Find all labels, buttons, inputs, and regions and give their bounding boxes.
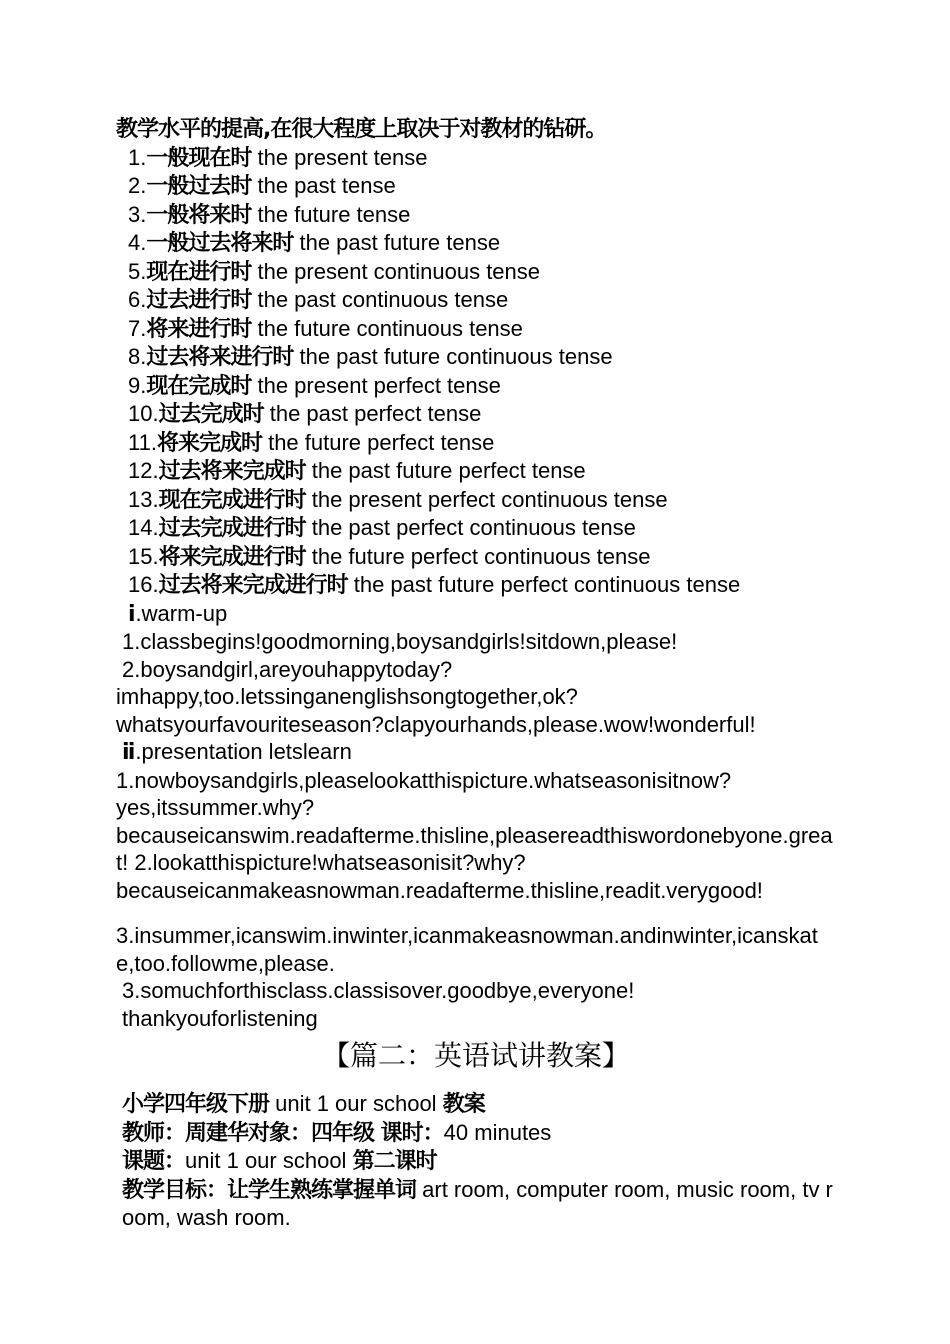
tense-item xyxy=(116,201,836,230)
tense-english: the past future perfect continuous tense xyxy=(347,572,741,597)
tense-item xyxy=(116,286,836,315)
plan-topic-label: 课题： xyxy=(122,1149,186,1174)
tense-chinese: 过去将来完成时 xyxy=(158,459,306,484)
tense-item xyxy=(116,172,836,201)
tense-chinese: 将来进行时 xyxy=(146,316,252,342)
tense-item xyxy=(116,315,836,344)
tense-number: 7. xyxy=(128,315,147,341)
presentation-line-4: becauseicanmakeasnowman.readafterme.thisline,readit.verygood! xyxy=(116,877,763,903)
roman-numeral-1: ⅰ xyxy=(128,601,136,627)
warmup-line-1: 1.classbegins!goodmorning,boysandgirls!sitdown,please! xyxy=(122,629,678,654)
tense-english: the present perfect tense xyxy=(251,372,501,398)
tense-english: the present perfect continuous tense xyxy=(305,486,668,512)
tense-chinese: 过去完成时 xyxy=(158,402,264,427)
tense-item xyxy=(116,571,836,600)
intro-text: 教学水平的提高,在很大程度上取决于对教材的钻研。 xyxy=(116,117,607,142)
tense-number: 6. xyxy=(128,287,147,312)
document-page xyxy=(116,115,836,1232)
tense-english: the past future continuous tense xyxy=(293,344,613,369)
tense-chinese: 过去进行时 xyxy=(146,288,252,313)
tense-number: 3. xyxy=(128,201,147,227)
tense-english: the past continuous tense xyxy=(251,287,509,312)
tense-english: the future perfect tense xyxy=(261,429,495,455)
tense-english: the future continuous tense xyxy=(251,315,523,341)
plan-type-label: 教案 xyxy=(442,1092,485,1117)
plan-line-1 xyxy=(116,1090,836,1119)
tense-chinese: 现在进行时 xyxy=(146,259,252,285)
tense-item xyxy=(116,429,836,458)
plan-topic-text: unit 1 our school xyxy=(185,1148,353,1173)
tense-number: 8. xyxy=(128,344,147,369)
tense-chinese: 一般现在时 xyxy=(146,145,252,171)
tense-number: 2. xyxy=(128,173,147,198)
paragraph-gap xyxy=(116,904,836,922)
tense-item xyxy=(116,372,836,401)
tense-chinese: 将来完成时 xyxy=(156,430,262,456)
tense-chinese: 现在完成进行时 xyxy=(158,487,306,513)
tense-chinese: 过去将来完成进行时 xyxy=(158,573,348,598)
plan-line-3 xyxy=(116,1147,836,1176)
tense-item xyxy=(116,258,836,287)
warmup-heading xyxy=(116,600,836,629)
tense-chinese: 过去将来进行时 xyxy=(146,345,294,370)
tense-number: 11. xyxy=(128,429,157,455)
plan-line-4 xyxy=(116,1176,836,1232)
warmup-line-3: imhappy,too.letssinganenglishsongtogether,ok? xyxy=(116,684,578,709)
tense-item xyxy=(116,229,836,258)
plan-objective-label: 教学目标：让学生熟练掌握单词 xyxy=(122,1177,417,1203)
tense-english: the future tense xyxy=(251,201,411,227)
tense-number: 5. xyxy=(128,258,147,284)
tense-item xyxy=(116,457,836,486)
plan-unit-text: unit 1 our school xyxy=(269,1091,443,1116)
tense-english: the past future tense xyxy=(293,230,501,255)
tense-number: 10. xyxy=(128,401,159,426)
plan-line-2 xyxy=(116,1119,836,1148)
tense-number: 15. xyxy=(128,543,159,569)
tense-chinese: 将来完成进行时 xyxy=(158,544,306,570)
tense-number: 14. xyxy=(128,515,159,540)
closing-line-1: 3.somuchforthisclass.classisover.goodbye,everyone! xyxy=(122,978,635,1003)
tense-number: 13. xyxy=(128,486,159,512)
tense-number: 1. xyxy=(128,144,147,170)
presentation-line-1: 1.nowboysandgirls,pleaselookatthispicture.whatseasonisitnow? xyxy=(116,767,732,793)
tense-english: the past perfect continuous tense xyxy=(305,515,636,540)
presentation-line-2: yes,itssummer.why? xyxy=(116,795,315,820)
tense-chinese: 一般过去将来时 xyxy=(146,231,294,256)
presentation-line-3: becauseicanswim.readafterme.thisline,pleasereadthiswordonebyone.great! 2.lookatthispicture!whatseasonisit?why? xyxy=(116,822,833,875)
tense-chinese: 一般过去时 xyxy=(146,174,252,199)
warmup-label: .warm-up xyxy=(135,600,228,626)
tense-list xyxy=(116,144,836,600)
intro-line xyxy=(116,115,836,144)
tense-english: the present continuous tense xyxy=(251,258,541,284)
tense-item xyxy=(116,514,836,543)
tense-item xyxy=(116,486,836,515)
tense-number: 12. xyxy=(128,458,159,483)
tense-english: the present tense xyxy=(251,144,428,170)
tense-english: the past perfect tense xyxy=(263,401,482,426)
tense-english: the future perfect continuous tense xyxy=(305,543,651,569)
presentation-heading xyxy=(116,738,836,767)
plan-teacher-label: 教师：周建华对象：四年级 课时： xyxy=(122,1120,444,1146)
warmup-line-2: 2.boysandgirl,areyouhappytoday? xyxy=(122,656,453,682)
tense-english: the past tense xyxy=(251,173,396,198)
presentation-label: .presentation letslearn xyxy=(135,739,352,764)
plan-duration: 40 minutes xyxy=(443,1119,552,1145)
plan-objective-text: art room, computer room, music room, tv room, wash room. xyxy=(122,1176,833,1230)
section-title: 【篇二：英语试讲教案】 xyxy=(321,1039,630,1072)
plan-lesson-number: 第二课时 xyxy=(352,1149,437,1174)
tense-item xyxy=(116,400,836,429)
tense-english: the past future perfect tense xyxy=(305,458,586,483)
tense-item xyxy=(116,343,836,372)
tense-item xyxy=(116,543,836,572)
tense-item xyxy=(116,144,836,173)
tense-chinese: 现在完成时 xyxy=(146,373,252,399)
tense-chinese: 一般将来时 xyxy=(146,202,252,228)
tense-number: 9. xyxy=(128,372,147,398)
roman-numeral-2: ⅱ xyxy=(122,740,136,765)
presentation-line-5: 3.insummer,icanswim.inwinter,icanmakeasnowman.andinwinter,icanskate,too.followme,please. xyxy=(116,923,818,976)
closing-line-2: thankyouforlistening xyxy=(122,1005,318,1031)
plan-grade-label: 小学四年级下册 xyxy=(122,1092,270,1117)
tense-number: 16. xyxy=(128,572,159,597)
warmup-line-4: whatsyourfavouriteseason?clapyourhands,please.wow!wonderful! xyxy=(116,711,756,737)
tense-number: 4. xyxy=(128,230,147,255)
tense-chinese: 过去完成进行时 xyxy=(158,516,306,541)
